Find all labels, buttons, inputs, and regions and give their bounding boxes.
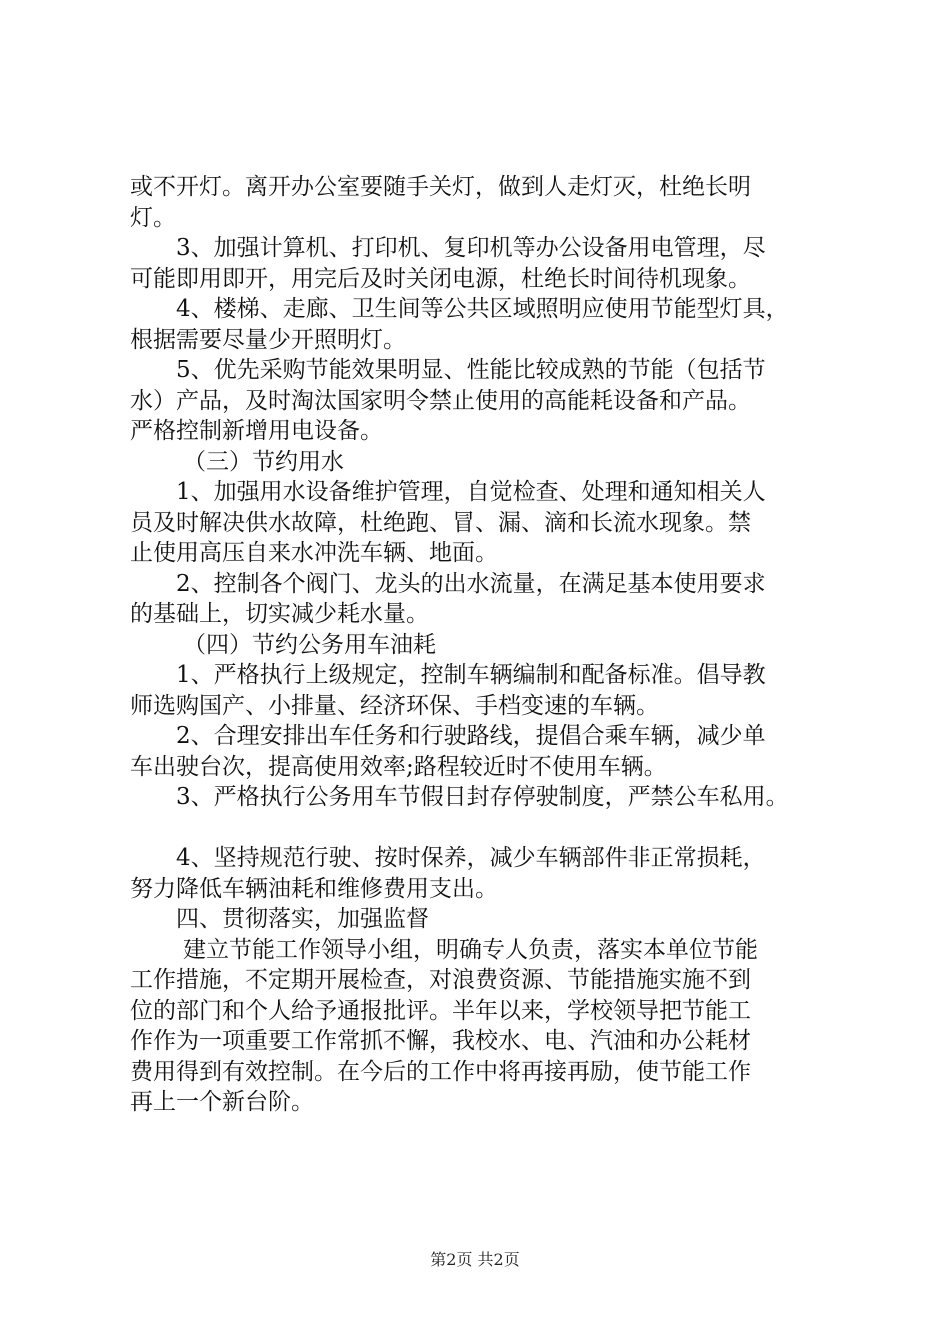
text-line: 的基础上，切实减少耗水量。 (130, 601, 429, 627)
text-line: 再上一个新台阶。 (130, 1089, 314, 1115)
text-line: 位的部门和个人给予通报批评。半年以来，学校领导把节能工 (130, 997, 751, 1024)
text-line: 3、加强计算机、打印机、复印机等办公设备用电管理，尽 (176, 235, 766, 261)
text-line: 4、坚持规范行驶、按时保养，减少车辆部件非正常损耗， (176, 845, 766, 871)
text-line: 水）产品，及时淘汰国家明令禁止使用的高能耗设备和产品。 (130, 387, 751, 414)
text-line: 灯。 (130, 204, 176, 231)
text-line: 员及时解决供水故障，杜绝跑、冒、漏、滴和长流水现象。禁 (130, 509, 751, 536)
section-heading: （三）节约用水 (183, 448, 344, 475)
text-line: 1、严格执行上级规定，控制车辆编制和配备标准。倡导教 (176, 662, 766, 688)
text-line: 严格控制新增用电设备。 (130, 418, 383, 444)
document-body (130, 172, 850, 1118)
text-line: 努力降低车辆油耗和维修费用支出。 (130, 875, 498, 902)
page-number-footer: 第2页 共2页 (430, 1250, 520, 1269)
text-line: 5、优先采购节能效果明显、性能比较成熟的节能（包括节 (176, 357, 766, 383)
text-line: 4、楼梯、走廊、卫生间等公共区域照明应使用节能型灯具， (176, 296, 789, 322)
section-heading: 四、贯彻落实，加强监督 (176, 906, 429, 932)
text-line: 1、加强用水设备维护管理，自觉检查、处理和通知相关人 (176, 479, 766, 505)
text-line: 3、严格执行公务用车节假日封存停驶制度，严禁公车私用。 (176, 784, 789, 810)
text-line: 建立节能工作领导小组，明确专人负责，落实本单位节能 (183, 936, 758, 963)
text-line: 根据需要尽量少开照明灯。 (130, 326, 406, 353)
text-line: 2、合理安排出车任务和行驶路线，提倡合乘车辆，减少单 (176, 723, 766, 749)
paragraph-gap (130, 813, 850, 844)
section-heading: （四）节约公务用车油耗 (183, 631, 436, 658)
text-line: 止使用高压自来水冲洗车辆、地面。 (130, 540, 498, 566)
text-line: 可能即用即开，用完后及时关闭电源，杜绝长时间待机现象。 (130, 265, 751, 292)
text-line: 费用得到有效控制。在今后的工作中将再接再励，使节能工作 (130, 1058, 751, 1085)
text-line: 师选购国产、小排量、经济环保、手档变速的车辆。 (130, 692, 659, 719)
text-line: 车出驶台次，提高使用效率;路程较近时不使用车辆。 (130, 753, 667, 780)
text-line: 或不开灯。离开办公室要随手关灯，做到人走灯灭，杜绝长明 (130, 174, 751, 200)
text-line: 工作措施，不定期开展检查，对浪费资源、节能措施实施不到 (130, 967, 751, 993)
text-line: 作作为一项重要工作常抓不懈，我校水、电、汽油和办公耗材 (130, 1028, 751, 1054)
text-line: 2、控制各个阀门、龙头的出水流量，在满足基本使用要求 (176, 570, 766, 597)
